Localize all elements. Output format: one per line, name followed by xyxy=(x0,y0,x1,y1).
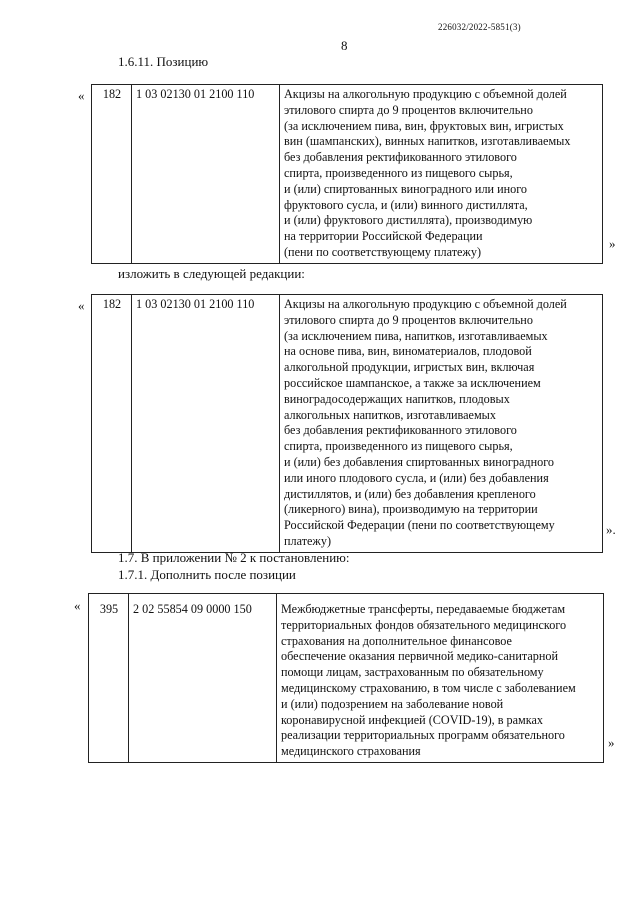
row-number: 182 xyxy=(92,85,132,264)
description-line: территориальных фондов обязательного медицинского xyxy=(281,617,567,632)
description-line: этилового спирта до 9 процентов включительно xyxy=(284,102,533,117)
description-line: алкогольных напитков, изготавливаемых xyxy=(284,407,496,422)
row-number: 182 xyxy=(92,295,132,553)
description-line: и (или) спиртованных виноградного или иного xyxy=(284,181,528,196)
table-row xyxy=(92,295,603,553)
document-id: 226032/2022-5851(3) xyxy=(438,22,521,32)
quote-close: » xyxy=(608,735,615,750)
row-description xyxy=(277,594,604,763)
description-line: на основе пива, вин, виноматериалов, плодовой xyxy=(284,344,532,359)
description-line: медицинского страхования xyxy=(281,744,421,759)
page-number: 8 xyxy=(341,38,348,53)
row-code: 1 03 02130 01 2100 110 xyxy=(132,85,280,264)
description-line: (пени по соответствующему платежу) xyxy=(284,244,481,259)
table-row xyxy=(92,85,603,264)
description-line: спирта, произведенного из пищевого сырья, xyxy=(284,439,513,454)
position-table-appendix-2 xyxy=(88,593,604,763)
description-line: российское шампанское, а также за исключением xyxy=(284,375,541,390)
quote-open: « xyxy=(78,298,85,313)
description-line: медицинскому страхованию, в том числе с заболеванием xyxy=(281,680,576,695)
description-line: дистиллятов, и (или) без добавления крепленого xyxy=(284,486,536,501)
description-line: обеспечение оказания первичной медико-санитарной xyxy=(281,649,558,664)
table-row xyxy=(89,594,604,763)
description-line: спирта, произведенного из пищевого сырья, xyxy=(284,165,513,180)
description-line: без добавления ректификованного этилового xyxy=(284,423,517,438)
heading-new-edition: изложить в следующей редакции: xyxy=(118,266,305,281)
description-line: коронавирусной инфекцией (COVID-19), в рамках xyxy=(281,712,544,727)
heading-1-7-1: 1.7.1. Дополнить после позиции xyxy=(118,567,296,582)
quote-close: ». xyxy=(606,522,616,537)
description-line: помощи лицам, застрахованным по обязательному xyxy=(281,665,544,680)
quote-close: » xyxy=(609,236,616,251)
description-line: или иного плодового сусла, и (или) без добавления xyxy=(284,470,549,485)
description-line: на территории Российской Федерации xyxy=(284,229,483,244)
description-line: и (или) без добавления спиртованных виноградного xyxy=(284,454,555,469)
row-number: 395 xyxy=(89,594,129,763)
description-line: Российской Федерации (пени по соответствующему xyxy=(284,518,555,533)
description-line: (ликерного) вина), производимую на территории xyxy=(284,502,538,517)
description-line: фруктового сусла, и (или) винного дистиллята, xyxy=(284,197,528,212)
row-code: 2 02 55854 09 0000 150 xyxy=(129,594,277,763)
quote-open: « xyxy=(74,598,81,613)
description-line: Межбюджетные трансферты, передаваемые бюджетам xyxy=(281,602,566,616)
description-line: вин (шампанских), винных напитков, изготавливаемых xyxy=(284,134,571,149)
position-table-new xyxy=(91,294,603,553)
row-description xyxy=(280,85,603,264)
description-line: без добавления ректификованного этилового xyxy=(284,150,517,165)
description-line: (за исключением пива, вин, фруктовых вин, игристых xyxy=(284,118,564,133)
description-line: (за исключением пива, напитков, изготавливаемых xyxy=(284,328,548,343)
description-line: этилового спирта до 9 процентов включительно xyxy=(284,312,533,327)
description-line: алкогольной продукции, игристых вин, включая xyxy=(284,360,535,375)
description-line: и (или) подозрением на заболевание новой xyxy=(281,696,504,711)
description-line: виноградосодержащих напитков, плодовых xyxy=(284,391,510,406)
heading-1-7: 1.7. В приложении № 2 к постановлению: xyxy=(118,550,350,565)
description-line: реализации территориальных программ обязательного xyxy=(281,728,565,743)
description-line: и (или) фруктового дистиллята), производимую xyxy=(284,213,533,228)
description-line: платежу) xyxy=(284,533,332,548)
quote-open: « xyxy=(78,88,85,103)
row-description xyxy=(280,295,603,553)
description-line: Акцизы на алкогольную продукцию с объемной долей xyxy=(284,87,567,101)
description-line: Акцизы на алкогольную продукцию с объемной долей xyxy=(284,297,567,311)
description-line: страхования на дополнительное финансовое xyxy=(281,633,512,648)
position-table-old xyxy=(91,84,603,264)
heading-1-6-11: 1.6.11. Позицию xyxy=(118,54,209,69)
row-code: 1 03 02130 01 2100 110 xyxy=(132,295,280,553)
